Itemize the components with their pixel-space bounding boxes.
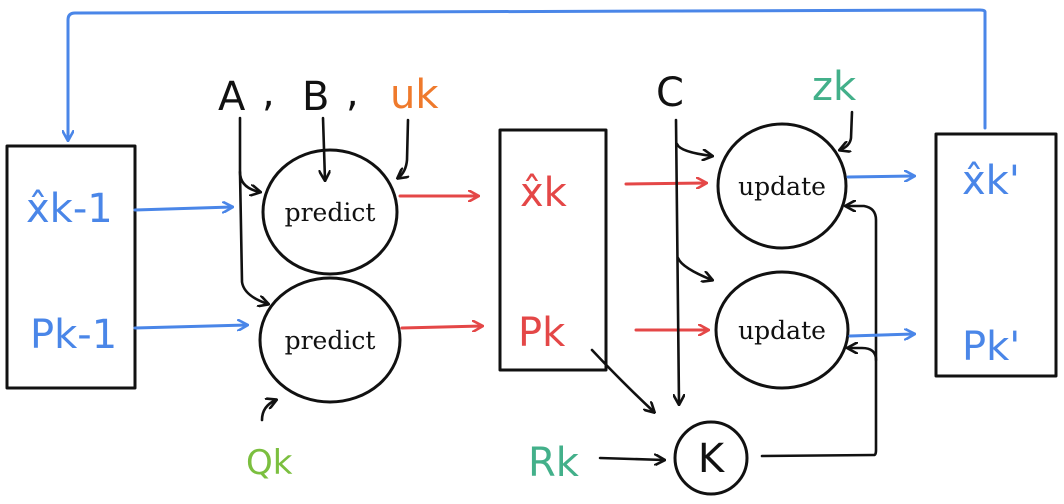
- gain-line-to-update-p: [848, 348, 876, 360]
- predict-x-label: predict: [284, 198, 376, 227]
- prev-x-label: x̂k-1: [26, 186, 113, 232]
- arrow-prev-x-to-predict: [135, 207, 232, 210]
- a-line-to-predict-x: [240, 118, 260, 192]
- prior-p-label: Pk: [518, 310, 566, 356]
- arrow-update-x-to-posterior: [848, 176, 914, 177]
- c-arrow-to-update-x: [677, 144, 712, 156]
- posterior-p-label: Pk': [962, 324, 1021, 370]
- param-q: Qk: [246, 443, 293, 483]
- param-z: zk: [812, 64, 857, 110]
- arrow-predict-p-to-prior: [402, 326, 482, 328]
- c-arrow-to-update-p: [678, 258, 712, 280]
- prior-x-label: x̂k: [520, 170, 567, 216]
- arrow-update-p-to-posterior: [850, 334, 914, 336]
- kalman-gain-label: K: [697, 436, 725, 482]
- u-arrow-to-predict: [398, 120, 408, 178]
- param-comma-1: ,: [262, 70, 275, 116]
- predict-p-label: predict: [284, 326, 376, 355]
- r-arrow-to-gain: [600, 458, 664, 460]
- arrow-prior-x-to-update: [626, 183, 706, 184]
- z-arrow-to-update: [840, 112, 852, 150]
- a-line-to-predict-p: [240, 172, 268, 304]
- param-comma-2: ,: [346, 70, 359, 116]
- param-u: uk: [390, 72, 439, 118]
- posterior-x-label: x̂k': [962, 158, 1020, 204]
- update-x-label: update: [738, 172, 826, 201]
- prev-p-label: Pk-1: [30, 312, 118, 358]
- update-p-label: update: [738, 316, 826, 345]
- param-a: A: [218, 74, 246, 120]
- param-b: B: [302, 74, 330, 120]
- arrow-prior-p-to-gain: [592, 350, 654, 412]
- c-line-down-to-gain: [676, 120, 679, 404]
- param-c: C: [656, 70, 684, 116]
- q-arrow-to-predict: [262, 400, 276, 420]
- param-r: Rk: [528, 440, 579, 486]
- arrow-prev-p-to-predict: [135, 325, 247, 328]
